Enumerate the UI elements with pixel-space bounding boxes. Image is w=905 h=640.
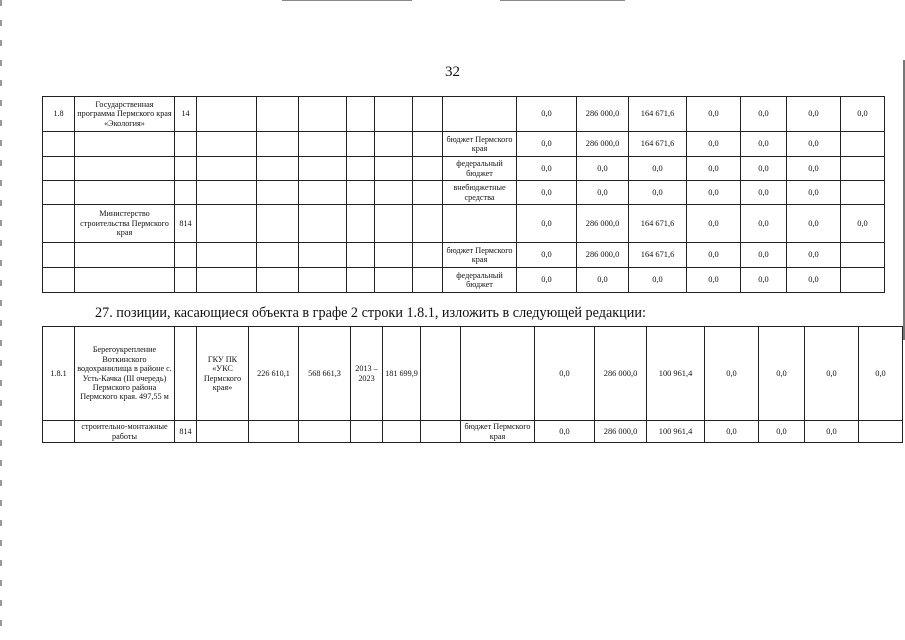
table-cell: [421, 327, 461, 421]
table-cell: [413, 243, 443, 268]
table-cell: 0,0: [687, 205, 741, 243]
table-cell: [299, 205, 347, 243]
table-cell: [257, 181, 299, 205]
table-cell: 286 000,0: [577, 205, 629, 243]
table-cell: 0,0: [687, 132, 741, 157]
table-cell: [257, 97, 299, 132]
table-cell: [299, 181, 347, 205]
table-cell: [347, 132, 375, 157]
table-cell: 0,0: [787, 157, 841, 181]
table-cell: 0,0: [741, 205, 787, 243]
table-cell: 164 671,6: [629, 205, 687, 243]
table-cell: [375, 205, 413, 243]
table-cell: [43, 205, 75, 243]
table-cell: 0,0: [787, 205, 841, 243]
table-cell: [197, 181, 257, 205]
table-cell: [175, 327, 197, 421]
table-cell: [43, 243, 75, 268]
table-cell: 0,0: [741, 268, 787, 293]
table-row: [43, 205, 885, 243]
table-cell: [197, 205, 257, 243]
table-cell: 2013 – 2023: [351, 327, 383, 421]
table-cell: [841, 157, 885, 181]
table-cell: [347, 181, 375, 205]
table-cell: [197, 97, 257, 132]
table-row: [43, 327, 903, 421]
table-cell: 0,0: [629, 157, 687, 181]
table-cell: 0,0: [705, 421, 759, 443]
table-cell: [413, 132, 443, 157]
table-cell: [383, 421, 421, 443]
table-cell: [75, 132, 175, 157]
table-cell: 0,0: [841, 97, 885, 132]
table-cell: 286 000,0: [577, 132, 629, 157]
budget-table-1-8-1: [42, 326, 903, 443]
table-cell: [75, 181, 175, 205]
table-row: [43, 97, 885, 132]
table-cell: 226 610,1: [249, 327, 299, 421]
table-cell: 181 699,9: [383, 327, 421, 421]
table-row: [43, 132, 885, 157]
table-cell: [375, 132, 413, 157]
table-cell: 0,0: [741, 97, 787, 132]
table-cell: 0,0: [787, 268, 841, 293]
table-cell: 0,0: [741, 243, 787, 268]
table-cell: [841, 243, 885, 268]
table-cell: 0,0: [787, 97, 841, 132]
scan-top-mark: [500, 0, 625, 1]
table-cell: [43, 181, 75, 205]
table-cell: [347, 157, 375, 181]
table-cell: [375, 97, 413, 132]
table-cell: [413, 181, 443, 205]
table-cell: 0,0: [517, 97, 577, 132]
table-cell: [299, 97, 347, 132]
table-cell: [175, 243, 197, 268]
table-cell: [43, 421, 75, 443]
table-cell: 1.8.1: [43, 327, 75, 421]
table-cell: 164 671,6: [629, 243, 687, 268]
table-cell: [197, 421, 249, 443]
table-cell: [443, 97, 517, 132]
table-cell: [841, 268, 885, 293]
table-cell: 0,0: [517, 243, 577, 268]
table-cell: 14: [175, 97, 197, 132]
page-number: 32: [445, 64, 460, 80]
table-cell: федеральный бюджет: [443, 268, 517, 293]
table-row: [43, 157, 885, 181]
table-cell: [43, 157, 75, 181]
table-cell: 0,0: [759, 327, 805, 421]
table-cell: Государственная программа Пермского края «Экология»: [75, 97, 175, 132]
table-cell: 0,0: [805, 421, 859, 443]
table-cell: 0,0: [577, 181, 629, 205]
table-cell: [375, 268, 413, 293]
table-cell: 0,0: [517, 157, 577, 181]
table-cell: [347, 97, 375, 132]
table-cell: 286 000,0: [577, 97, 629, 132]
table-cell: Берегоукрепление Воткинского водохранилища в районе с. Усть-Качка (III очередь) Пермского района Пермского края. 497,55 м: [75, 327, 175, 421]
table-cell: бюджет Пермского края: [443, 132, 517, 157]
table-cell: [347, 205, 375, 243]
table-cell: 286 000,0: [595, 421, 647, 443]
table-cell: [197, 132, 257, 157]
table-cell: 0,0: [535, 421, 595, 443]
table-cell: 0,0: [787, 132, 841, 157]
table-cell: ГКУ ПК «УКС Пермского края»: [197, 327, 249, 421]
table-cell: [413, 157, 443, 181]
table-cell: 568 661,3: [299, 327, 351, 421]
table-cell: 0,0: [687, 97, 741, 132]
table-cell: [461, 327, 535, 421]
table-cell: [351, 421, 383, 443]
table-cell: [299, 243, 347, 268]
section-heading: 27. позиции, касающиеся объекта в графе 2 строки 1.8.1, изложить в следующей редакции:: [95, 305, 646, 321]
table-cell: [75, 157, 175, 181]
table-cell: [347, 268, 375, 293]
table-cell: 0,0: [577, 268, 629, 293]
table-cell: 0,0: [859, 327, 903, 421]
table-cell: [347, 243, 375, 268]
table-cell: [249, 421, 299, 443]
table-cell: 164 671,6: [629, 97, 687, 132]
table-row: [43, 243, 885, 268]
table-cell: [841, 132, 885, 157]
table-cell: 100 961,4: [647, 421, 705, 443]
table-cell: строительно-монтажные работы: [75, 421, 175, 443]
table-cell: 0,0: [517, 132, 577, 157]
table-cell: 100 961,4: [647, 327, 705, 421]
table-cell: 0,0: [741, 132, 787, 157]
table-cell: бюджет Пермского края: [443, 243, 517, 268]
table-cell: [257, 205, 299, 243]
table-cell: 0,0: [759, 421, 805, 443]
table-cell: [299, 132, 347, 157]
table-cell: 0,0: [741, 157, 787, 181]
table-cell: 0,0: [787, 181, 841, 205]
table-cell: 1.8: [43, 97, 75, 132]
table-cell: [375, 181, 413, 205]
table-cell: [421, 421, 461, 443]
table-cell: 0,0: [687, 243, 741, 268]
table-cell: [841, 181, 885, 205]
table-cell: Министерство строительства Пермского края: [75, 205, 175, 243]
table-cell: 0,0: [517, 181, 577, 205]
table-cell: [299, 268, 347, 293]
table-row: [43, 421, 903, 443]
table-cell: [43, 132, 75, 157]
table-cell: 0,0: [517, 205, 577, 243]
table-cell: [299, 157, 347, 181]
table-cell: [299, 421, 351, 443]
table-cell: [413, 97, 443, 132]
table-cell: 0,0: [705, 327, 759, 421]
scan-top-mark: [282, 0, 412, 1]
table-cell: 0,0: [741, 181, 787, 205]
table-cell: 0,0: [535, 327, 595, 421]
table-cell: [413, 205, 443, 243]
table-cell: федеральный бюджет: [443, 157, 517, 181]
table-cell: 164 671,6: [629, 132, 687, 157]
table-cell: внебюджетные средства: [443, 181, 517, 205]
table-cell: [75, 268, 175, 293]
table-cell: [375, 157, 413, 181]
table-cell: [257, 157, 299, 181]
table-cell: [197, 157, 257, 181]
table-cell: [175, 132, 197, 157]
table-cell: [413, 268, 443, 293]
table-cell: 814: [175, 205, 197, 243]
table-cell: 814: [175, 421, 197, 443]
table-cell: бюджет Пермского края: [461, 421, 535, 443]
table-cell: 0,0: [577, 157, 629, 181]
table-cell: [257, 132, 299, 157]
table-cell: 0,0: [687, 157, 741, 181]
budget-table-1-8: [42, 96, 885, 293]
table-row: [43, 268, 885, 293]
table-cell: [443, 205, 517, 243]
table-cell: [257, 243, 299, 268]
table-cell: [197, 243, 257, 268]
table-cell: 286 000,0: [577, 243, 629, 268]
table-cell: [43, 268, 75, 293]
table-cell: 0,0: [805, 327, 859, 421]
table-cell: [859, 421, 903, 443]
table-row: [43, 181, 885, 205]
table-cell: 0,0: [787, 243, 841, 268]
table-cell: 0,0: [517, 268, 577, 293]
table-cell: 0,0: [629, 268, 687, 293]
table-cell: 286 000,0: [595, 327, 647, 421]
table-cell: 0,0: [629, 181, 687, 205]
scan-edge-left: [0, 0, 2, 640]
table-cell: [197, 268, 257, 293]
table-cell: [257, 268, 299, 293]
table-cell: [75, 243, 175, 268]
table-cell: [175, 268, 197, 293]
table-cell: [175, 157, 197, 181]
table-cell: 0,0: [687, 268, 741, 293]
table-cell: [375, 243, 413, 268]
table-cell: 0,0: [687, 181, 741, 205]
table-cell: 0,0: [841, 205, 885, 243]
table-cell: [175, 181, 197, 205]
